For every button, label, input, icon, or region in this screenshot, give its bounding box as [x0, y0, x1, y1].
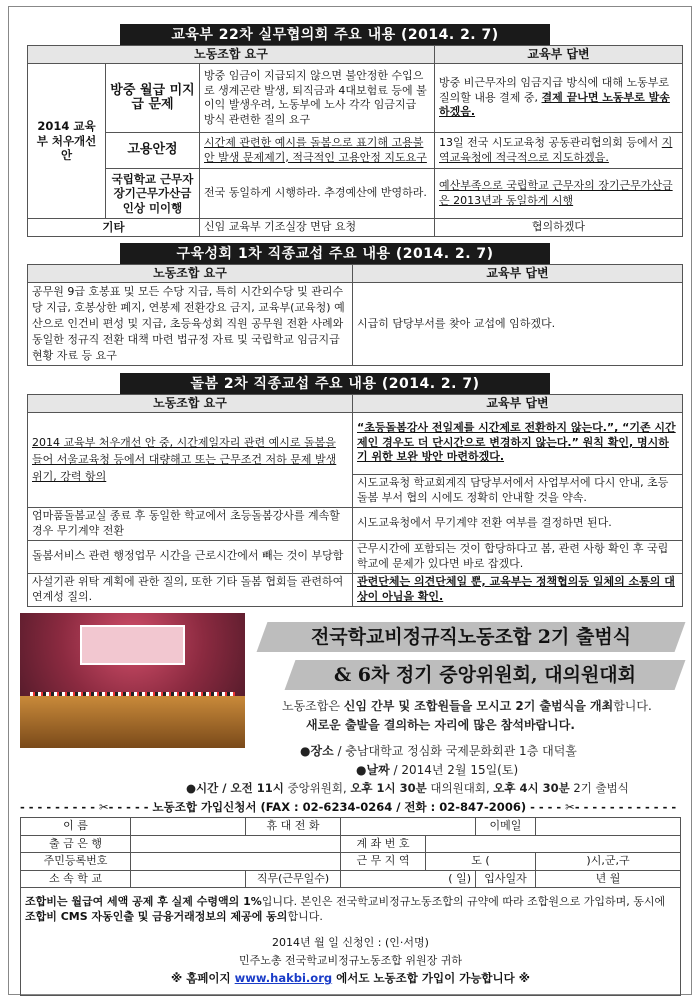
form-city-field[interactable]: )시,군,구: [536, 853, 681, 871]
event-date-value: / 2014년 2월 15일(토): [389, 763, 519, 777]
event-intro-a: 노동조합은: [282, 699, 344, 713]
event-date-label: ●날짜: [356, 763, 390, 777]
s3-r4-req: 사설기관 위탁 계획에 관한 질의, 또한 기타 돌봄 협회들 관련하여 연계성 질의.: [28, 573, 353, 606]
event-photo: [20, 613, 245, 748]
form-fee-d: 합니다.: [287, 910, 323, 923]
s3-r1-ans1: “초등돌봄강사 전일제를 시간제로 전환하지 않는다.”, “기존 시간제인 경우도 더 단시간으로 변경하지 않는다.” 원칙 확인, 명시하기 위한 보완 방안 마련하겠다.: [353, 412, 683, 474]
form-fee-c: 조합비 CMS 자동인출 및 금융거래정보의 제공에 동의: [25, 910, 288, 923]
s2-header-ans: 교육부 답변: [353, 265, 683, 283]
event-time-c: 오후 1시 30분: [350, 781, 427, 795]
homepage-link[interactable]: www.hakbi.org: [234, 971, 333, 985]
form-rrn-field[interactable]: [131, 853, 341, 871]
event-intro: [282, 697, 652, 714]
s1-r4-label: 기타: [28, 219, 200, 237]
s3-r1-ans2: 시도교육청 학교회계직 담당부서에서 사업부서에 다시 안내, 초등돌봄 부서 협의 시에도 정확히 안내할 것을 약속.: [353, 474, 683, 507]
event-headline2-ribbon: [285, 660, 686, 690]
form-job-label: 직무(근무일수): [246, 870, 341, 888]
form-phone-field[interactable]: [341, 818, 476, 836]
event-time-a: 오전 11시: [230, 781, 284, 795]
event-time-b: 중앙위원회,: [283, 781, 351, 795]
s1-r3-ans: 예산부족으로 국립학교 근무자의 장기근무가산금은 2013년과 동일하게 시행: [435, 169, 683, 219]
form-fee-a: 조합비는 월급여 세액 공제 후 실제 수령액의 1%: [25, 895, 262, 908]
form-join-field[interactable]: 년 월: [536, 870, 681, 888]
s1-r2-req: 시간제 관련한 예시를 돌봄으로 표기해 고용불안 발생 문제제기, 적극적인 고용안정 지도요구: [200, 133, 435, 169]
form-bank-label: 출 금 은 행: [21, 835, 131, 853]
s1-r1-ans: [435, 64, 683, 133]
form-email-label: 이메일: [476, 818, 536, 836]
event-time-label: ●시간 /: [186, 781, 231, 795]
s3-header-ans: 교육부 답변: [353, 395, 683, 413]
form-recipient: 민주노총 전국학교비정규노동조합 위원장 귀하: [238, 953, 462, 967]
form-school-label: 소 속 학 교: [21, 870, 131, 888]
s1-r1-label: 방중 월급 미지급 문제: [106, 64, 200, 133]
form-school-field[interactable]: [131, 870, 246, 888]
s1-r2-ans: [435, 133, 683, 169]
form-web-c: 에서도 노동조합 가입이 가능합니다 ※: [332, 971, 530, 985]
event-place-label: ●장소: [300, 744, 334, 758]
form-workplace-label: 근 무 지 역: [341, 853, 426, 871]
form-web-a: ※ 홈페이지: [171, 971, 235, 985]
s1-r2-ans-b: 지역교육청에 적극적으로 지도하겠음.: [439, 136, 673, 164]
event-photo-screen: [80, 625, 185, 665]
event-headline1-ribbon: [257, 622, 686, 652]
s1-r1-req: 방중 임금이 지급되지 않으면 불안정한 수입으로 생계곤란 발생, 퇴직금과 4대보험료 등에 불이익 발생우려, 노동부에 노사 각각 임금지급 방식 관련한 질의 요구: [200, 64, 435, 133]
s3-r1-req: 2014 교육부 처우개선 안 중, 시간제일자리 관련 예시로 돌봄을 들어 서울교육청 등에서 대량해고 또는 근무조건 저하 문제 발생 위기, 강력 항의: [28, 412, 353, 507]
s3-r4-ans: 관련단체는 의견단체일 뿐, 교육부는 정책협의등 일체의 소통의 대상이 아님을 확인.: [353, 573, 683, 606]
section3-title: 돌봄 2차 직종교섭 주요 내용 (2014. 2. 7): [120, 373, 550, 395]
event-date: [356, 761, 518, 778]
s3-r2-ans: 시도교육청에서 무기계약 전환 여부를 결정하면 된다.: [353, 507, 683, 540]
form-phone-label: 휴 대 전 화: [246, 818, 341, 836]
form-email-field[interactable]: [536, 818, 681, 836]
section3-table: [27, 394, 683, 607]
event-headline2: & 6차 정기 중앙위원회, 대의원대회: [333, 664, 637, 686]
event-time-d: 대의원대회,: [426, 781, 494, 795]
form-job-field[interactable]: ( 일): [341, 870, 476, 888]
event-photo-stage: [20, 696, 245, 748]
form-account-label: 계 좌 번 호: [341, 835, 426, 853]
s1-r1-ans-b: 결제 끝나면 노동부로 발송하겠음.: [439, 90, 670, 119]
event-time-f: 2기 출범식: [569, 781, 629, 795]
s3-header-req: 노동조합 요구: [28, 395, 353, 413]
form-name-label: 이 름: [21, 818, 131, 836]
form-rrn-label: 주민등록번호: [21, 853, 131, 871]
event-time-e: 오후 4시 30분: [493, 781, 570, 795]
s3-r2-req: 엄마품돌봄교실 종료 후 동일한 학교에서 초등돌봄강사를 계속할 경우 무기계약 전환: [28, 507, 353, 540]
s3-r3-req: 돌봄서비스 관련 행정업무 시간을 근로시간에서 빼는 것이 부당함: [28, 540, 353, 573]
form-cut-line: - - - - - - - - - ✂- - - - - 노동조합 가입신청서 (FAX : 02-6234-0264 / 전화 : 02-847-2006) - - - - ✂- - - - - - - - - - - -: [20, 800, 677, 814]
form-sign-line: 2014년 월 일 신청인 : (인·서명): [272, 936, 429, 949]
section2-title: 구육성회 1차 직종교섭 주요 내용 (2014. 2. 7): [120, 243, 550, 265]
s3-r3-ans: 근무시간에 포함되는 것이 합당하다고 봄, 관련 사항 확인 후 국립학교에 문제가 있다면 바로 잡겠다.: [353, 540, 683, 573]
form-name-field[interactable]: [131, 818, 246, 836]
s2-req: 공무원 9급 호봉표 및 모든 수당 지급, 특히 시간외수당 및 관리수당 지급, 호봉상한 폐지, 연봉제 전환강요 금지, 교육부(교육청) 예산으로 인건비 편성 및 지급, 초등육성회 직원 공무원 전환 사례와 동일한 정규직 전환 대책 마련 법규정 자료 및 국립학교 임금지급 현황 자료 등 요구: [28, 283, 353, 366]
form-fee-b: 입니다. 본인은 전국학교비정규노동조합의 규약에 따라 조합원으로 가입하며, 동시에: [261, 895, 666, 908]
event-time: [186, 780, 629, 796]
form-do-field[interactable]: 도 (: [426, 853, 536, 871]
s1-r3-req: 전국 동일하게 시행하라. 추경예산에 반영하라.: [200, 169, 435, 219]
s1-group-label: 2014 교육부 처우개선안: [28, 64, 106, 219]
event-intro-b: 신임 간부 및 조합원들을 모시고 2기 출범식을 개최: [343, 699, 614, 713]
s1-r4-ans: 협의하겠다: [435, 219, 683, 237]
event-place: [300, 742, 577, 759]
form-website-note: [25, 971, 676, 986]
event-headline1: 전국학교비정규직노동조합 2기 출범식: [310, 626, 632, 648]
form-bank-field[interactable]: [131, 835, 341, 853]
section1-table: [27, 45, 683, 237]
s1-r1-ans-a: 방중 비근무자의 임금지급 방식에 대해 노동부로 질의할 내용 결제 중,: [439, 76, 670, 104]
section2-table: [27, 264, 683, 366]
form-consent-box: [21, 888, 681, 996]
event-intro-c: 합니다.: [613, 699, 652, 713]
s1-r2-ans-a: 13일 전국 시도교육청 공동관리협의회 등에서: [439, 136, 662, 149]
s1-r4-req: 신임 교육부 기조실장 면담 요청: [200, 219, 435, 237]
form-join-label: 입사일자: [476, 870, 536, 888]
s2-header-req: 노동조합 요구: [28, 265, 353, 283]
event-place-value: / 충남대학교 정심화 국제문화회관 1층 대덕홀: [333, 744, 577, 758]
form-fee-text: [25, 894, 676, 924]
s1-r2-label: 고용안정: [106, 133, 200, 169]
membership-form: [20, 817, 681, 996]
s1-header-req: 노동조합 요구: [28, 46, 435, 64]
s2-ans: 시급히 담당부서를 찾아 교섭에 임하겠다.: [353, 283, 683, 366]
s1-header-ans: 교육부 답변: [435, 46, 683, 64]
event-intro2: 새로운 출발을 결의하는 자리에 많은 참석바랍니다.: [306, 718, 575, 732]
section1-title: 교육부 22차 실무협의회 주요 내용 (2014. 2. 7): [120, 24, 550, 46]
form-account-field[interactable]: [426, 835, 681, 853]
s1-r3-label: 국립학교 근무자 장기근무가산금 인상 미이행: [106, 169, 200, 219]
